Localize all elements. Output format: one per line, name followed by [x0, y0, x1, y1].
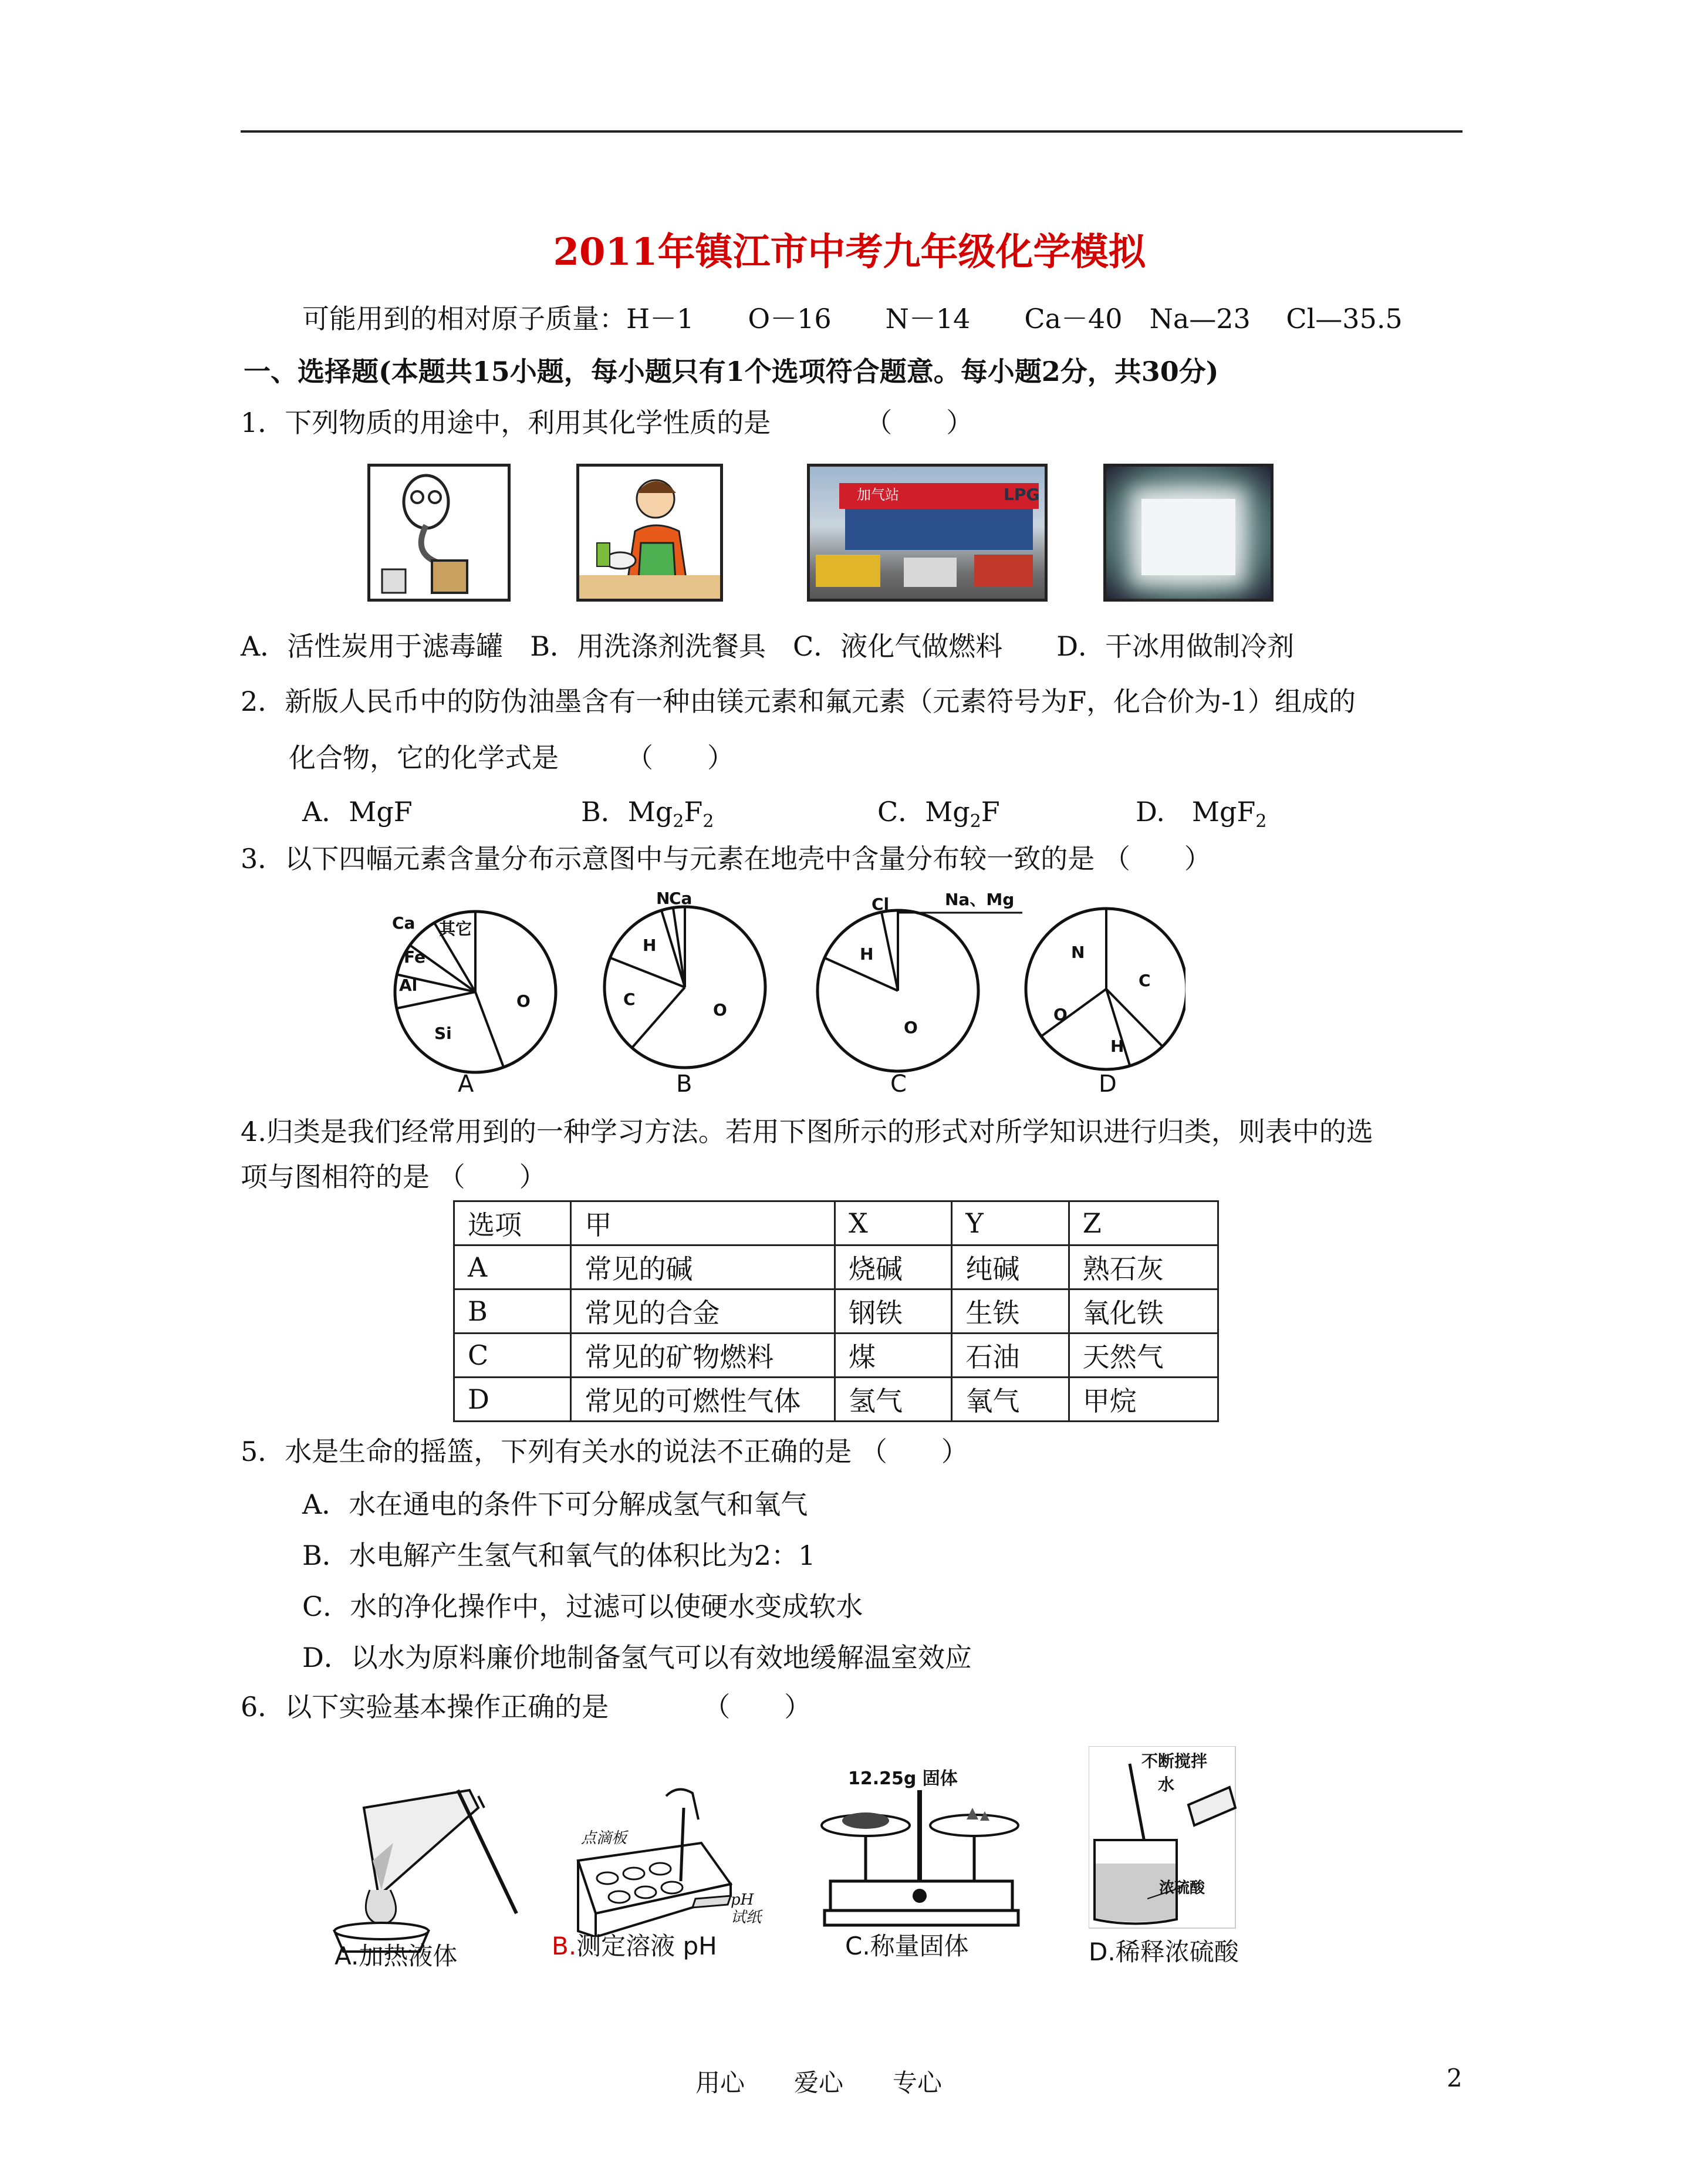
acid-label: 浓硫酸 — [1159, 1879, 1205, 1897]
ph-test-figure — [566, 1784, 778, 1937]
pie-chart-d — [1026, 909, 1185, 1095]
q5-option-c: C．水的净化操作中，过滤可以使硬水变成软水 — [302, 1591, 863, 1622]
table-cell: 纯碱 — [952, 1245, 1069, 1290]
pie-a-caption: A — [458, 1071, 474, 1095]
pie-chart-c — [818, 892, 1022, 1095]
table-cell: A — [454, 1245, 571, 1290]
table-cell: 生铁 — [952, 1290, 1069, 1334]
q6-caption-d: D.稀释浓硫酸 — [1089, 1937, 1239, 1966]
pie-a-label-al: Al — [399, 975, 418, 995]
table-cell: 钢铁 — [835, 1290, 951, 1334]
pie-d-label-o: O — [1053, 1005, 1068, 1024]
heating-liquid-figure — [323, 1773, 522, 1955]
atomic-masses: 可能用到的相对原子质量：H－1 O－16 N－14 Ca－40 Na—23 Cl—35.5 — [302, 303, 1403, 335]
gas-station-image — [807, 464, 1048, 602]
dry-ice-image — [1103, 464, 1274, 602]
pie-a-label-si: Si — [434, 1024, 452, 1043]
q2-option-b: B．$Mg_2F_2$ — [581, 796, 714, 832]
table-cell: 天然气 — [1069, 1334, 1218, 1378]
q5-option-a: A．水在通电的条件下可分解成氢气和氧气 — [302, 1488, 808, 1520]
pie-a-label-o: O — [516, 991, 531, 1011]
table-cell: B — [454, 1290, 571, 1334]
q6-caption-c: C.称量固体 — [845, 1932, 969, 1960]
q6-caption-a: A.加热液体 — [335, 1942, 458, 1970]
table-cell: 熟石灰 — [1069, 1245, 1218, 1290]
pie-b-label-h: H — [643, 936, 657, 955]
page-title: 2011年镇江市中考九年级化学模拟 — [553, 230, 1146, 274]
washing-dishes-image — [576, 464, 723, 602]
q3-stem: 3．以下四幅元素含量分布示意图中与元素在地壳中含量分布较一致的是 （ ） — [241, 843, 1211, 875]
page-number: 2 — [1447, 2064, 1462, 2092]
pie-b-label-c: C — [623, 990, 636, 1009]
gas-station-sign: 加气站 — [857, 487, 899, 503]
table-cell: 氧气 — [952, 1378, 1069, 1422]
pie-b-label-ca: Ca — [669, 892, 693, 908]
table-cell: C — [454, 1334, 571, 1378]
table-header: 甲 — [571, 1201, 835, 1245]
element-pie-charts — [376, 892, 1185, 1095]
table-header: Y — [952, 1201, 1069, 1245]
pie-chart-b — [604, 892, 765, 1095]
pie-chart-a — [392, 912, 556, 1095]
lpg-sign: LPG — [1004, 485, 1040, 504]
q5-stem: 5．水是生命的摇篮，下列有关水的说法不正确的是 （ ） — [241, 1436, 968, 1467]
pie-c-label-cl: Cl — [872, 894, 890, 914]
table-cell: 石油 — [952, 1334, 1069, 1378]
table-cell: 氧化铁 — [1069, 1290, 1218, 1334]
q5-option-b: B．水电解产生氢气和氧气的体积比为2：1 — [302, 1540, 816, 1571]
table-row — [454, 1290, 1218, 1334]
pie-b-label-o: O — [713, 1000, 727, 1020]
pie-c-label-na-mg: Na、Mg — [945, 892, 1015, 909]
table-cell: 常见的合金 — [571, 1290, 835, 1334]
table-header: 选项 — [454, 1201, 571, 1245]
table-cell: 常见的碱 — [571, 1245, 835, 1290]
classification-table — [453, 1200, 1219, 1422]
q5-option-d: D．以水为原料廉价地制备氢气可以有效地缓解温室效应 — [302, 1642, 972, 1673]
header-rule — [241, 130, 1462, 133]
pie-a-label-other: 其它 — [439, 919, 472, 939]
table-header: X — [835, 1201, 951, 1245]
pie-c-label-o: O — [904, 1018, 918, 1037]
table-cell: D — [454, 1378, 571, 1422]
pie-b-caption: B — [676, 1071, 693, 1095]
table-cell: 煤 — [835, 1334, 951, 1378]
pie-d-label-h: H — [1110, 1037, 1124, 1056]
q2-option-a: A．MgF — [302, 796, 413, 828]
pie-d-caption: D — [1099, 1071, 1117, 1095]
q2-stem-line1: 2．新版人民币中的防伪油墨含有一种由镁元素和氟元素（元素符号为F，化合价为-1）组成的 — [241, 686, 1356, 717]
q4-stem-line2: 项与图相符的是 （ ） — [241, 1161, 546, 1193]
dilute-acid-figure — [1089, 1746, 1241, 1934]
solid-label: 12.25g 固体 — [848, 1768, 958, 1789]
footer-motto: 用心 爱心 专心 — [695, 2068, 943, 2097]
table-cell: 氢气 — [835, 1378, 951, 1422]
table-row — [454, 1334, 1218, 1378]
q2-stem-line2: 化合物，它的化学式是 （ ） — [289, 742, 734, 774]
table-header: Z — [1069, 1201, 1218, 1245]
table-row — [454, 1378, 1218, 1422]
water-label: 水 — [1158, 1775, 1175, 1794]
table-cell: 甲烷 — [1069, 1378, 1218, 1422]
gas-mask-icon — [370, 467, 508, 599]
pie-d-label-n: N — [1071, 943, 1085, 962]
pie-b-label-n: N — [656, 892, 670, 908]
table-cell: 常见的矿物燃料 — [571, 1334, 835, 1378]
stir-label: 不断搅拌 — [1141, 1751, 1208, 1771]
q4-stem-line1: 4.归类是我们经常用到的一种学习方法。若用下图所示的形式对所学知识进行归类，则表中的选 — [241, 1116, 1373, 1147]
q6-caption-b: B.测定溶液 pH — [552, 1932, 717, 1960]
pie-c-caption: C — [890, 1071, 907, 1095]
q1-stem: 1．下列物质的用途中，利用其化学性质的是 （ ） — [241, 407, 974, 438]
q1-options: A．活性炭用于滤毒罐 B．用洗涤剂洗餐具 C．液化气做燃料 D．干冰用做制冷剂 — [241, 630, 1295, 662]
balance-figure — [813, 1767, 1024, 1937]
section-heading: 一、选择题(本题共15小题，每小题只有1个选项符合题意。每小题2分，共30分) — [244, 356, 1219, 387]
q2-option-c: C．$Mg_2F$ — [877, 796, 1000, 832]
spot-plate-label: 点滴板 — [581, 1829, 627, 1847]
table-header-row — [454, 1201, 1218, 1245]
table-cell: 常见的可燃性气体 — [571, 1378, 835, 1422]
pie-a-label-fe: Fe — [404, 947, 425, 967]
ph-paper-label-2: 试纸 — [731, 1909, 762, 1926]
ph-paper-label-1: pH — [731, 1891, 754, 1909]
table-cell: 烧碱 — [835, 1245, 951, 1290]
table-row — [454, 1245, 1218, 1290]
pie-a-label-ca: Ca — [392, 913, 416, 933]
q2-option-d: D. MgF$_2$ — [1136, 796, 1267, 832]
pie-c-label-h: H — [860, 944, 874, 964]
pie-d-label-c: C — [1139, 971, 1151, 990]
q6-stem: 6．以下实验基本操作正确的是 （ ） — [241, 1691, 812, 1723]
gas-mask-image — [367, 464, 511, 602]
person-washing-icon — [579, 467, 720, 599]
